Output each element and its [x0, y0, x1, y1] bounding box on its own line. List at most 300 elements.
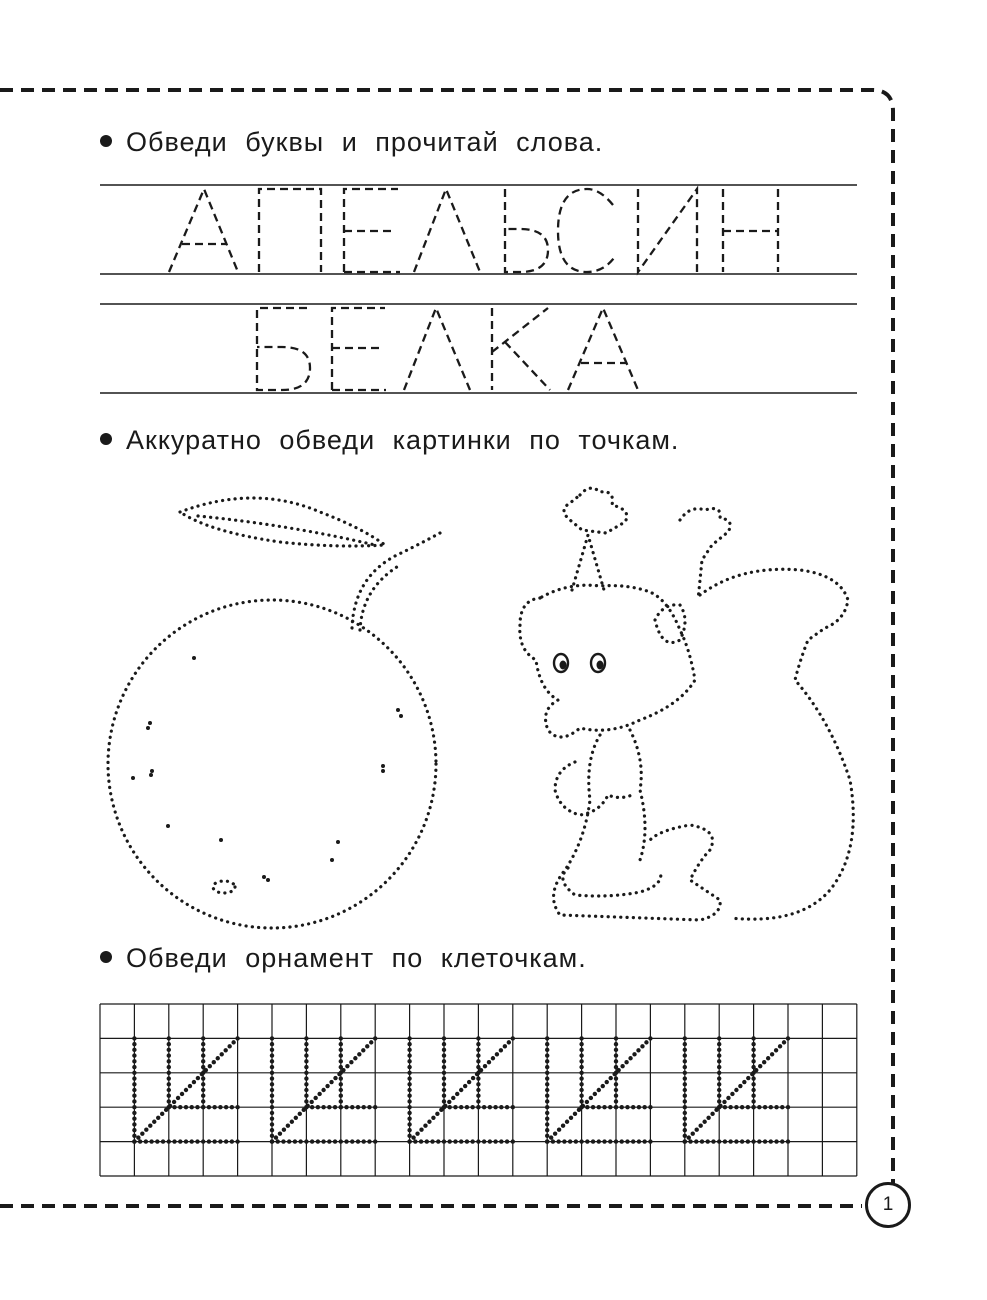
ornament-dot	[167, 1059, 171, 1063]
ornament-dot	[545, 1042, 549, 1046]
ornament-dot	[751, 1139, 755, 1143]
ornament-dot	[310, 1105, 314, 1109]
ornament-dot	[172, 1139, 176, 1143]
ornament-dot	[751, 1094, 755, 1098]
ornament-dot	[224, 1139, 228, 1143]
ornament-dot	[579, 1071, 583, 1075]
ornament-dot	[451, 1096, 455, 1100]
ornament-dot	[717, 1071, 721, 1075]
ornament-dot	[167, 1099, 171, 1103]
ornament-dot	[499, 1105, 503, 1109]
ornament-dot	[132, 1105, 136, 1109]
ornament-dot	[786, 1036, 790, 1040]
ornament-dot	[751, 1036, 755, 1040]
ornament-dot	[728, 1139, 732, 1143]
ornament-dot	[333, 1139, 337, 1143]
ornament-dot	[278, 1131, 282, 1135]
ornament-dot	[556, 1139, 560, 1143]
ornament-dot	[337, 1072, 341, 1076]
ornament-dot	[168, 1104, 172, 1108]
ornament-dot	[648, 1105, 652, 1109]
ornament-dot	[167, 1082, 171, 1086]
ornament-dot	[407, 1036, 411, 1040]
ornament-dot	[442, 1076, 446, 1080]
ornament-dot	[631, 1105, 635, 1109]
ornament-dot	[350, 1139, 354, 1143]
ornament-dot	[339, 1139, 343, 1143]
ornament-dot	[642, 1105, 646, 1109]
ornament-dot	[362, 1139, 366, 1143]
ornament-dot	[505, 1139, 509, 1143]
ornament-dot	[637, 1139, 641, 1143]
ornament-dot	[132, 1116, 136, 1120]
ornament-dot	[270, 1082, 274, 1086]
ornament-dot	[585, 1139, 589, 1143]
ornament-dot	[407, 1065, 411, 1069]
ornament-dot	[180, 1092, 184, 1096]
ornament-dot	[369, 1040, 373, 1044]
ornament-dot	[201, 1048, 205, 1052]
ornament-dot	[339, 1094, 343, 1098]
ornament-dot	[780, 1105, 784, 1109]
ornament-dot	[164, 1108, 168, 1112]
ornament-dot	[545, 1059, 549, 1063]
ornament-dot	[545, 1116, 549, 1120]
ornament-dot	[339, 1076, 343, 1080]
ornament-dot	[706, 1139, 710, 1143]
ornament-dot	[350, 1105, 354, 1109]
ornament-dot	[231, 1040, 235, 1044]
ornament-dot	[579, 1053, 583, 1057]
ornament-dot	[132, 1094, 136, 1098]
ornament-dot	[132, 1053, 136, 1057]
ornament-dot	[407, 1059, 411, 1063]
ornament-dot	[270, 1122, 274, 1126]
ornament-dot	[304, 1088, 308, 1092]
ornament-dot	[415, 1131, 419, 1135]
ornament-dot	[161, 1139, 165, 1143]
ornament-dot	[620, 1139, 624, 1143]
ornament-dot	[341, 1068, 345, 1072]
ornament-dot	[683, 1048, 687, 1052]
ornament-dot	[476, 1099, 480, 1103]
ornament-dot	[419, 1139, 423, 1143]
ornament-dot	[717, 1053, 721, 1057]
ornament-dot	[757, 1105, 761, 1109]
ornament-dot	[579, 1094, 583, 1098]
ornament-dot	[362, 1105, 366, 1109]
ornament-dot	[601, 1084, 605, 1088]
ornament-dot	[339, 1059, 343, 1063]
ornament-dot	[683, 1042, 687, 1046]
ornament-dot	[270, 1071, 274, 1075]
ornament-dot	[235, 1036, 239, 1040]
ornament-dot	[545, 1082, 549, 1086]
ornament-dot	[201, 1042, 205, 1046]
ornament-dot	[614, 1042, 618, 1046]
ornament-dot	[270, 1128, 274, 1132]
ornament-dot	[505, 1105, 509, 1109]
ornament-dot	[763, 1105, 767, 1109]
ornament-dot	[270, 1048, 274, 1052]
ornament-dot	[274, 1135, 278, 1139]
ornament-dot	[407, 1082, 411, 1086]
ornament-dot	[614, 1088, 618, 1092]
ornament-dot	[304, 1048, 308, 1052]
ornament-dot	[327, 1105, 331, 1109]
ornament-dot	[751, 1042, 755, 1046]
ornament-dot	[356, 1139, 360, 1143]
ornament-dot	[407, 1105, 411, 1109]
ornament-dot	[455, 1092, 459, 1096]
ornament-dot	[746, 1139, 750, 1143]
ornament-dot	[282, 1127, 286, 1131]
ornament-dot	[591, 1139, 595, 1143]
ornament-dot	[648, 1139, 652, 1143]
ornament-dot	[419, 1127, 423, 1131]
ornament-dot	[717, 1036, 721, 1040]
ornament-dot	[642, 1139, 646, 1143]
ornament-dot	[608, 1105, 612, 1109]
ornament-dot	[562, 1139, 566, 1143]
ornament-dot	[132, 1059, 136, 1063]
ornament-dot	[329, 1080, 333, 1084]
ornament-dot	[195, 1139, 199, 1143]
ornament-dot	[132, 1048, 136, 1052]
ornament-dot	[167, 1065, 171, 1069]
ornament-dot	[304, 1065, 308, 1069]
ornament-dot	[493, 1139, 497, 1143]
ornament-dot	[608, 1139, 612, 1143]
ornament-dot	[726, 1096, 730, 1100]
ornament-dot	[270, 1036, 274, 1040]
ornament-dot	[734, 1139, 738, 1143]
ornament-dot	[742, 1080, 746, 1084]
ornament-dot	[201, 1094, 205, 1098]
ornament-dot	[585, 1100, 589, 1104]
ornament-dot	[201, 1076, 205, 1080]
ornament-dot	[717, 1065, 721, 1069]
ornament-dot	[476, 1076, 480, 1080]
ornament-dot	[442, 1082, 446, 1086]
ornament-dot	[270, 1088, 274, 1092]
ornament-dot	[644, 1040, 648, 1044]
ornament-dot	[167, 1053, 171, 1057]
ornament-dot	[467, 1080, 471, 1084]
ornament-dot	[728, 1105, 732, 1109]
ornament-dot	[339, 1105, 343, 1109]
ornament-dot	[344, 1139, 348, 1143]
ornament-dot	[723, 1139, 727, 1143]
ornament-dot	[757, 1139, 761, 1143]
ornament-dot	[751, 1082, 755, 1086]
ornament-dot	[463, 1084, 467, 1088]
ornament-dot	[333, 1076, 337, 1080]
ornament-dot	[640, 1044, 644, 1048]
ornament-dot	[316, 1105, 320, 1109]
ornament-dot	[321, 1105, 325, 1109]
ornament-dot	[714, 1108, 718, 1112]
ornament-dot	[625, 1105, 629, 1109]
ornament-dot	[614, 1053, 618, 1057]
ornament-dot	[290, 1120, 294, 1124]
ornament-dot	[155, 1139, 159, 1143]
ornament-dot	[636, 1048, 640, 1052]
ornament-dot	[746, 1076, 750, 1080]
ornament-dot	[710, 1112, 714, 1116]
ornament-dot	[476, 1088, 480, 1092]
ornament-dot	[717, 1048, 721, 1052]
ornament-dot	[579, 1082, 583, 1086]
ornament-dot	[190, 1105, 194, 1109]
ornament-dot	[349, 1060, 353, 1064]
ornament-dot	[717, 1099, 721, 1103]
ornament-dot	[557, 1127, 561, 1131]
ornament-dot	[770, 1052, 774, 1056]
ornament-dot	[140, 1131, 144, 1135]
ornament-dot	[304, 1076, 308, 1080]
ornament-dot	[373, 1105, 377, 1109]
ornament-dot	[439, 1108, 443, 1112]
ornament-dot	[304, 1094, 308, 1098]
ornament-dot	[751, 1105, 755, 1109]
ornament-dot	[545, 1065, 549, 1069]
ornament-dot	[132, 1082, 136, 1086]
ornament-dot	[407, 1053, 411, 1057]
ornament-dot	[339, 1088, 343, 1092]
ornament-dot	[286, 1124, 290, 1128]
ornament-dot	[683, 1128, 687, 1132]
ornament-dot	[167, 1048, 171, 1052]
ornament-dot	[316, 1139, 320, 1143]
ornament-dot	[212, 1105, 216, 1109]
task-text: Аккуратно обведи картинки по точкам.	[126, 425, 680, 455]
ornament-dot	[711, 1139, 715, 1143]
ornament-dot	[407, 1116, 411, 1120]
ornament-dot	[212, 1139, 216, 1143]
ornament-dot	[691, 1131, 695, 1135]
ornament-dot	[780, 1139, 784, 1143]
ornament-dot	[442, 1048, 446, 1052]
ornament-dot	[579, 1059, 583, 1063]
ornament-dot	[717, 1139, 721, 1143]
ornament-dot	[201, 1082, 205, 1086]
ornament-dot	[407, 1111, 411, 1115]
ornament-dot	[511, 1139, 515, 1143]
ornament-dot	[345, 1064, 349, 1068]
ornament-dot	[442, 1059, 446, 1063]
ornament-dot	[491, 1056, 495, 1060]
ornament-dot	[614, 1099, 618, 1103]
ornament-dot	[448, 1139, 452, 1143]
ornament-dot	[235, 1105, 239, 1109]
ornament-dot	[545, 1036, 549, 1040]
ornament-dot	[212, 1060, 216, 1064]
ornament-dot	[593, 1092, 597, 1096]
ornament-dot	[614, 1094, 618, 1098]
ornament-dot	[333, 1105, 337, 1109]
ornament-dot	[167, 1071, 171, 1075]
ornament-dot	[476, 1082, 480, 1086]
ornament-dot	[612, 1072, 616, 1076]
ornament-dot	[321, 1139, 325, 1143]
ornament-dot	[302, 1108, 306, 1112]
ornament-dot	[423, 1124, 427, 1128]
ornament-dot	[442, 1071, 446, 1075]
ornament-dot	[579, 1088, 583, 1092]
ornament-dot	[190, 1139, 194, 1143]
ornament-dot	[184, 1139, 188, 1143]
ornament-dot	[602, 1105, 606, 1109]
ornament-dot	[453, 1139, 457, 1143]
ornament-dot	[751, 1059, 755, 1063]
ornament-dot	[553, 1131, 557, 1135]
ornament-dot	[178, 1139, 182, 1143]
ornament-dot	[476, 1139, 480, 1143]
ornament-dot	[459, 1088, 463, 1092]
ornament-dot	[579, 1076, 583, 1080]
ornament-dot	[545, 1128, 549, 1132]
ornament-dot	[683, 1116, 687, 1120]
ornament-dot	[431, 1116, 435, 1120]
ornament-dot	[581, 1104, 585, 1108]
ornament-dot	[723, 1105, 727, 1109]
ornament-dot	[717, 1094, 721, 1098]
ornament-dot	[152, 1120, 156, 1124]
ornament-dot	[495, 1052, 499, 1056]
ornament-dot	[579, 1139, 583, 1143]
ornament-dot	[436, 1139, 440, 1143]
ornament-dot	[470, 1139, 474, 1143]
ornament-dot	[683, 1088, 687, 1092]
ornament-dot	[411, 1135, 415, 1139]
ornament-dot	[148, 1124, 152, 1128]
ornament-dot	[427, 1120, 431, 1124]
ornament-dot	[545, 1053, 549, 1057]
ornament-dot	[167, 1036, 171, 1040]
ornament-dot	[413, 1139, 417, 1143]
ornament-dot	[766, 1056, 770, 1060]
ornament-dot	[769, 1105, 773, 1109]
ornament-dot	[545, 1071, 549, 1075]
ornament-dot	[407, 1042, 411, 1046]
ornament-dot	[751, 1076, 755, 1080]
ornament-dot	[683, 1082, 687, 1086]
ornament-dot	[304, 1053, 308, 1057]
ornament-dot	[207, 1139, 211, 1143]
ornament-dot	[751, 1088, 755, 1092]
ornament-dot	[357, 1052, 361, 1056]
ornament-dot	[270, 1116, 274, 1120]
ornament-dot	[344, 1105, 348, 1109]
ornament-dot	[160, 1112, 164, 1116]
ornament-dot	[683, 1134, 687, 1138]
ornament-dot	[717, 1076, 721, 1080]
ornament-dot	[683, 1094, 687, 1098]
ornament-dot	[132, 1128, 136, 1132]
ornament-dot	[503, 1044, 507, 1048]
ornament-dot	[459, 1139, 463, 1143]
ornament-dot	[579, 1042, 583, 1046]
ornament-dot	[695, 1127, 699, 1131]
ornament-dot	[488, 1105, 492, 1109]
ornament-dot	[294, 1116, 298, 1120]
ornament-dot	[201, 1105, 205, 1109]
ornament-dot	[178, 1105, 182, 1109]
ornament-dot	[201, 1053, 205, 1057]
ornament-dot	[270, 1076, 274, 1080]
ornament-dot	[614, 1105, 618, 1109]
ornament-dot	[702, 1120, 706, 1124]
ornament-dot	[740, 1139, 744, 1143]
ornament-dot	[545, 1105, 549, 1109]
ornament-dot	[683, 1036, 687, 1040]
ornament-dot	[270, 1094, 274, 1098]
page-number: 1	[882, 1194, 894, 1215]
ornament-dot	[442, 1099, 446, 1103]
ornament-dot	[698, 1124, 702, 1128]
ornament-dot	[216, 1056, 220, 1060]
ornament-dot	[758, 1064, 762, 1068]
ornament-dot	[195, 1105, 199, 1109]
ornament-dot	[683, 1122, 687, 1126]
ornament-dot	[499, 1048, 503, 1052]
ornament-dot	[487, 1060, 491, 1064]
ornament-dot	[628, 1056, 632, 1060]
ornament-dot	[786, 1139, 790, 1143]
ornament-dot	[407, 1076, 411, 1080]
ornament-dot	[465, 1139, 469, 1143]
ornament-dot	[132, 1071, 136, 1075]
ornament-dot	[483, 1064, 487, 1068]
ornament-dot	[597, 1139, 601, 1143]
ornament-dot	[407, 1128, 411, 1132]
ornament-dot	[754, 1068, 758, 1072]
ornament-dot	[561, 1124, 565, 1128]
ornament-dot	[577, 1108, 581, 1112]
ornament-dot	[304, 1036, 308, 1040]
ornament-dot	[545, 1048, 549, 1052]
ornament-dot	[270, 1065, 274, 1069]
ornament-dot	[579, 1065, 583, 1069]
ornament-dot	[339, 1048, 343, 1052]
ornament-dot	[270, 1139, 274, 1143]
ornament-dot	[207, 1105, 211, 1109]
ornament-dot	[367, 1139, 371, 1143]
ornament-dot	[188, 1084, 192, 1088]
ornament-dot	[270, 1099, 274, 1103]
ornament-dot	[706, 1116, 710, 1120]
ornament-dot	[620, 1064, 624, 1068]
ornament-dot	[367, 1105, 371, 1109]
ornament-dot	[167, 1094, 171, 1098]
ornament-dot	[270, 1059, 274, 1063]
ornament-dot	[551, 1139, 555, 1143]
ornament-dot	[442, 1036, 446, 1040]
ornament-dot	[493, 1105, 497, 1109]
ornament-dot	[602, 1139, 606, 1143]
task-text: Обведи буквы и прочитай слова.	[126, 127, 604, 157]
ornament-dot	[442, 1053, 446, 1057]
ornament-dot	[132, 1065, 136, 1069]
ornament-dot	[631, 1139, 635, 1143]
ornament-dot	[545, 1099, 549, 1103]
ornament-dot	[683, 1111, 687, 1115]
ornament-dot	[442, 1094, 446, 1098]
ornament-dot	[201, 1059, 205, 1063]
ornament-dot	[778, 1044, 782, 1048]
task-text: Обведи орнамент по клеточкам.	[126, 943, 587, 973]
